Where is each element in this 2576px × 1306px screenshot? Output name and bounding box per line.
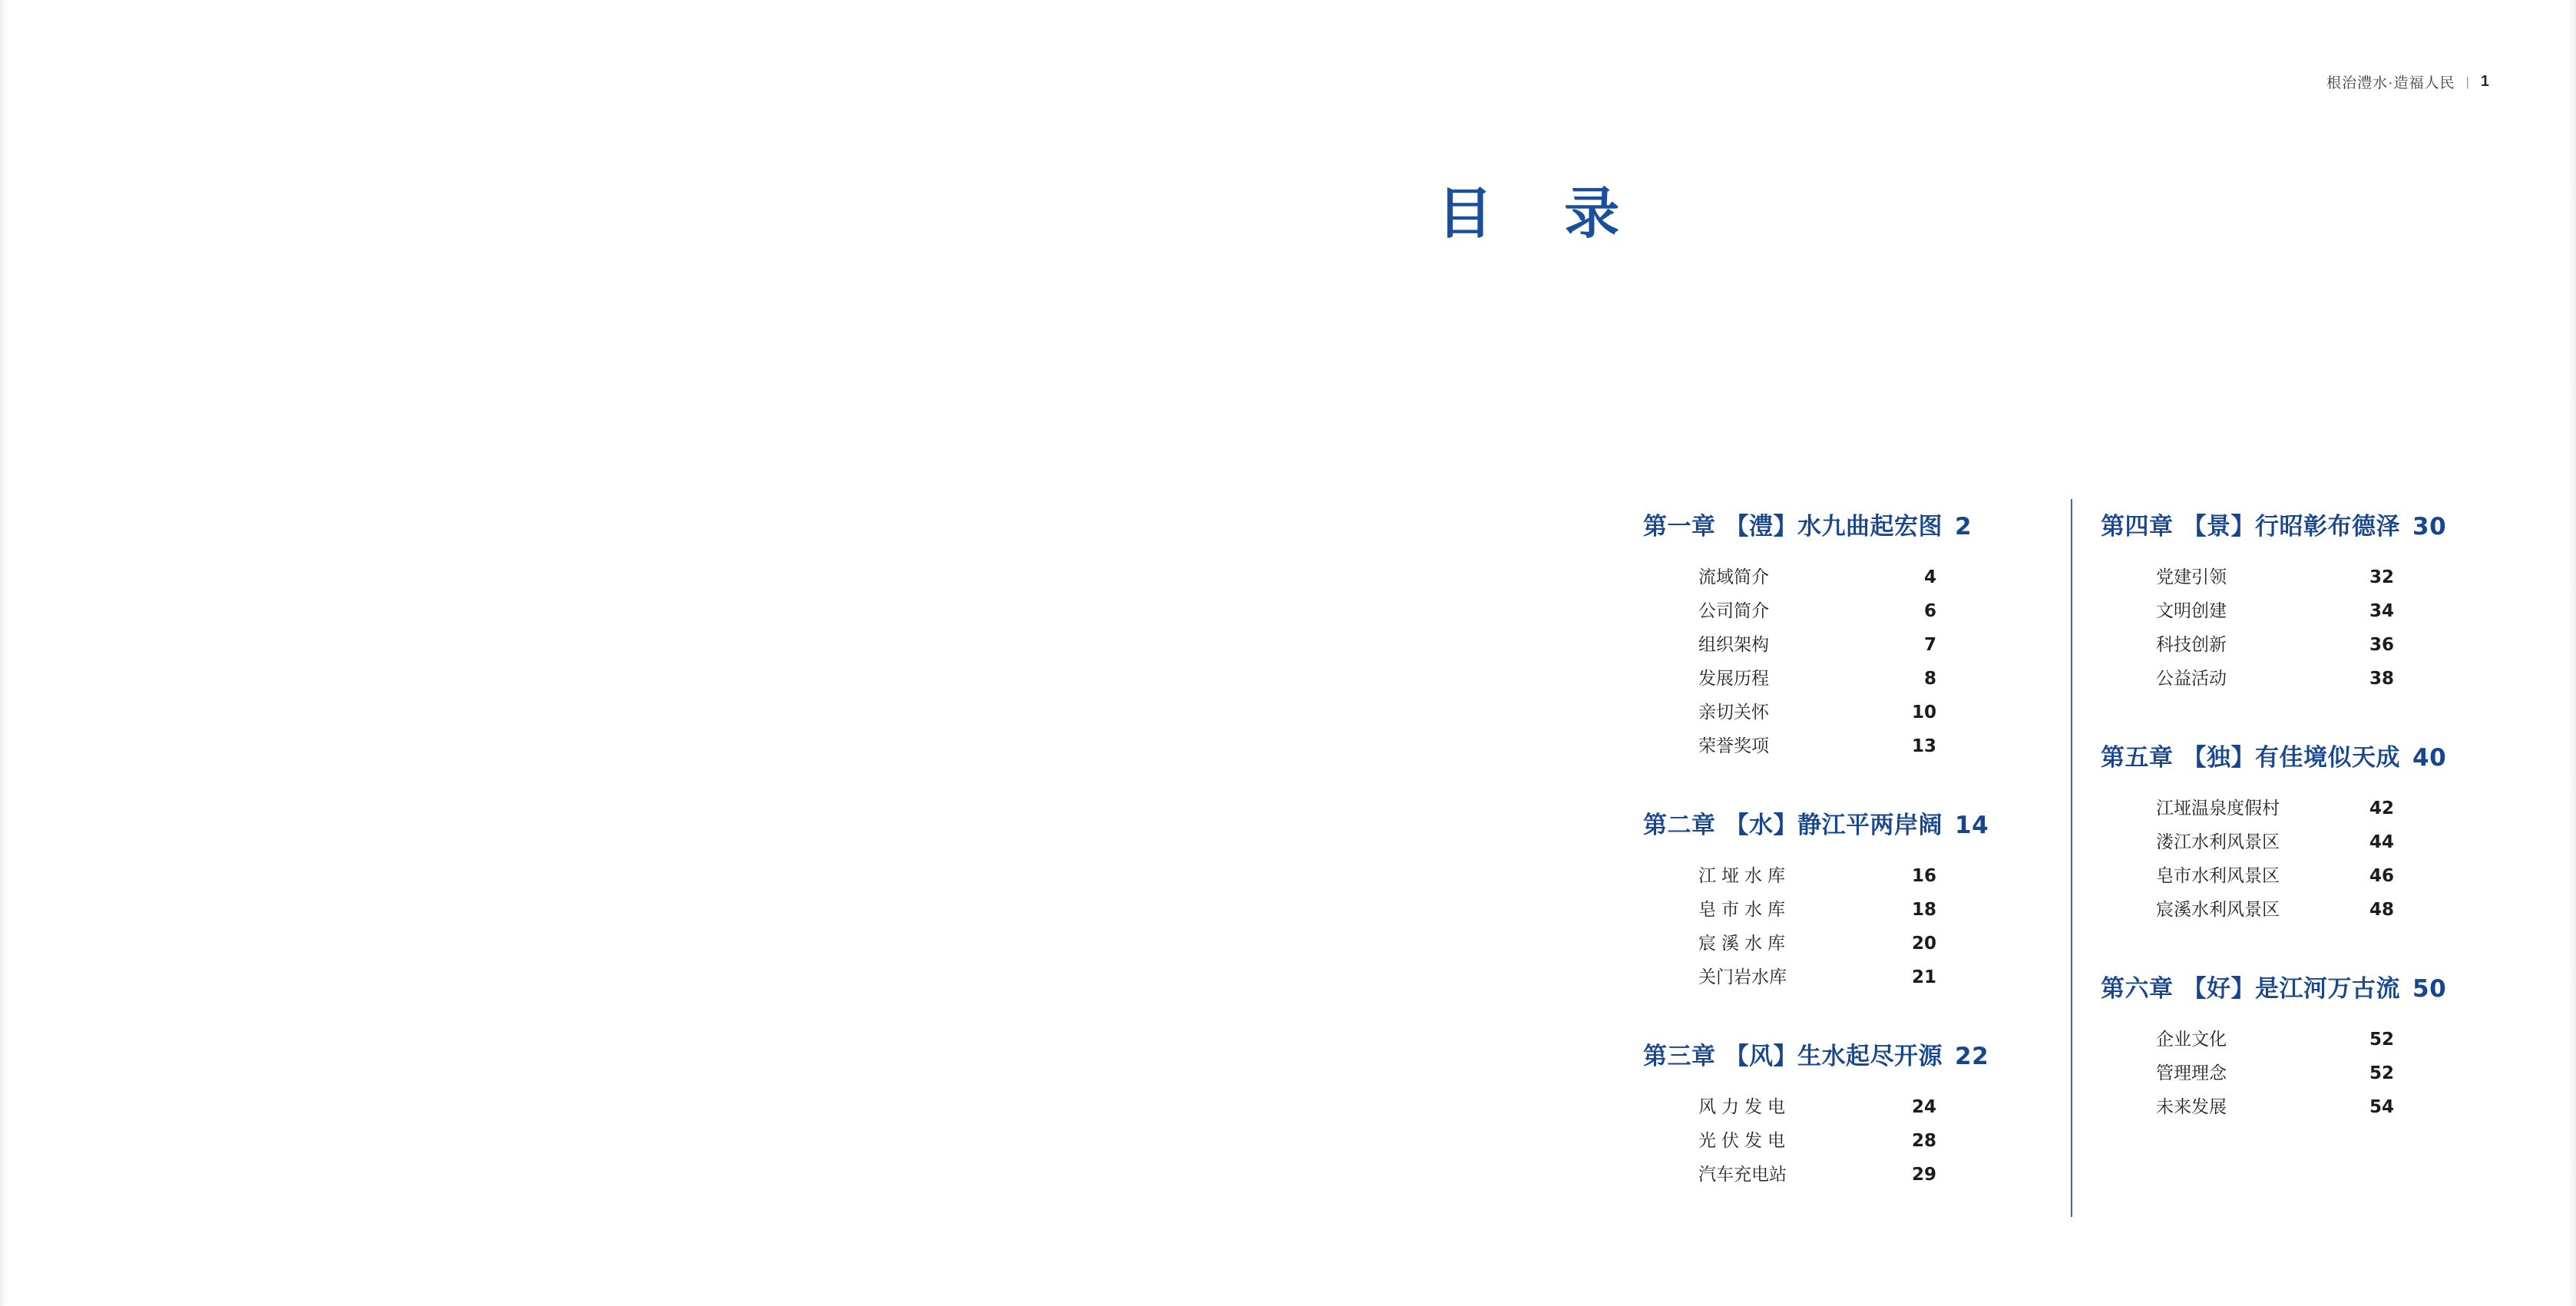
toc-columns — [1643, 507, 2503, 1194]
entry-title: 管理理念 — [2156, 1063, 2227, 1083]
chapter-label: 第六章 — [2101, 975, 2174, 1003]
entry-page: 36 — [2369, 635, 2394, 655]
chapter-page: 14 — [1955, 812, 1989, 839]
chapter-title: 【景】行昭彰布德泽 — [2182, 513, 2400, 541]
entry-title: 党建引领 — [2156, 567, 2227, 587]
entry-page: 29 — [1911, 1165, 1936, 1185]
entry-title: 未来发展 — [2156, 1097, 2227, 1117]
toc-entry[interactable] — [2156, 895, 2469, 929]
chapter-label: 第五章 — [2101, 744, 2174, 772]
chapter-label: 第一章 — [1643, 513, 1716, 541]
chapter-heading[interactable] — [1643, 507, 2012, 541]
chapter-page: 50 — [2412, 975, 2447, 1003]
chapter-heading[interactable] — [2101, 969, 2469, 1003]
entry-title: 宸溪水利风景区 — [2156, 900, 2280, 920]
entry-page: 24 — [1911, 1097, 1936, 1117]
entry-page: 6 — [1923, 601, 1936, 621]
entry-title: 文明创建 — [2156, 601, 2227, 621]
toc-entry[interactable] — [2156, 563, 2469, 597]
toc-entry[interactable] — [1698, 1093, 2012, 1126]
chapter-block — [2101, 507, 2469, 698]
entry-title: 公司简介 — [1698, 601, 1769, 621]
page-edge-left-shadow — [0, 0, 8, 1306]
toc-column-right — [2012, 507, 2469, 1194]
toc-entry[interactable] — [2156, 1059, 2469, 1093]
entry-page: 8 — [1923, 669, 1936, 689]
entry-page: 10 — [1911, 703, 1936, 722]
toc-entry[interactable] — [1698, 929, 2012, 963]
entry-page: 28 — [1911, 1131, 1936, 1151]
toc-entry[interactable] — [2156, 597, 2469, 630]
toc-entry[interactable] — [1698, 1126, 2012, 1160]
entry-page: 21 — [1911, 967, 1936, 987]
entry-title: 发展历程 — [1698, 669, 1769, 689]
toc-entry[interactable] — [2156, 1025, 2469, 1059]
page-title: 目 录 — [1437, 181, 1646, 246]
chapter-page: 40 — [2412, 744, 2447, 772]
entry-page: 42 — [2369, 798, 2394, 818]
entry-list — [2101, 1025, 2469, 1126]
toc-entry[interactable] — [2156, 664, 2469, 698]
chapter-label: 第三章 — [1643, 1043, 1716, 1070]
chapter-page: 2 — [1955, 513, 1973, 541]
chapter-heading[interactable] — [1643, 805, 2012, 840]
chapter-title: 【水】静江平两岸阔 — [1724, 812, 1943, 839]
toc-entry[interactable] — [1698, 563, 2012, 597]
entry-title: 组织架构 — [1698, 635, 1769, 655]
entry-page: 46 — [2369, 866, 2394, 886]
toc-entry[interactable] — [1698, 963, 2012, 997]
entry-title: 皂市水利风景区 — [2156, 866, 2280, 886]
toc-entry[interactable] — [1698, 895, 2012, 929]
toc-entry[interactable] — [2156, 861, 2469, 895]
chapter-title: 【澧】水九曲起宏图 — [1724, 513, 1943, 541]
chapter-block — [1643, 805, 2012, 997]
entry-title: 风力发电 — [1698, 1097, 1791, 1117]
chapter-block — [2101, 969, 2469, 1126]
chapter-label: 第四章 — [2101, 513, 2174, 541]
entry-list — [1643, 1093, 2012, 1194]
running-header-separator: | — [2465, 74, 2470, 89]
chapter-title: 【独】有佳境似天成 — [2182, 744, 2400, 772]
entry-page: 52 — [2369, 1063, 2394, 1083]
entry-title: 关门岩水库 — [1698, 967, 1787, 987]
entry-page: 48 — [2369, 900, 2394, 920]
toc-entry[interactable] — [2156, 1093, 2469, 1126]
entry-page: 38 — [2369, 669, 2394, 689]
entry-page: 16 — [1911, 866, 1936, 886]
entry-title: 流域简介 — [1698, 567, 1769, 587]
entry-list — [1643, 563, 2012, 765]
toc-entry[interactable] — [2156, 630, 2469, 664]
toc-entry[interactable] — [1698, 630, 2012, 664]
chapter-block — [2101, 738, 2469, 929]
entry-title: 江垭温泉度假村 — [2156, 798, 2280, 818]
chapter-heading[interactable] — [1643, 1037, 2012, 1071]
entry-list — [2101, 794, 2469, 929]
toc-entry[interactable] — [1698, 664, 2012, 698]
entry-list — [1643, 861, 2012, 997]
chapter-heading[interactable] — [2101, 738, 2469, 772]
entry-title: 光伏发电 — [1698, 1131, 1791, 1151]
entry-list — [2101, 563, 2469, 698]
chapter-block — [1643, 1037, 2012, 1194]
entry-page: 20 — [1911, 934, 1936, 954]
entry-title: 溇江水利风景区 — [2156, 832, 2280, 852]
entry-title: 宸溪水库 — [1698, 934, 1791, 954]
entry-page: 34 — [2369, 601, 2394, 621]
entry-page: 4 — [1923, 567, 1936, 587]
entry-page: 32 — [2369, 567, 2394, 587]
entry-title: 江垭水库 — [1698, 866, 1791, 886]
chapter-page: 22 — [1955, 1043, 1989, 1070]
toc-entry[interactable] — [1698, 698, 2012, 732]
page-number: 1 — [2480, 73, 2490, 90]
entry-page: 18 — [1911, 900, 1936, 920]
toc-entry[interactable] — [1698, 861, 2012, 895]
chapter-title: 【好】是江河万古流 — [2182, 975, 2400, 1003]
toc-entry[interactable] — [1698, 1160, 2012, 1194]
running-header-text: 根治澧水·造福人民 — [2326, 75, 2455, 91]
toc-entry[interactable] — [1698, 732, 2012, 765]
entry-title: 亲切关怀 — [1698, 703, 1769, 722]
entry-page: 13 — [1911, 736, 1936, 756]
toc-entry[interactable] — [2156, 794, 2469, 828]
entry-title: 科技创新 — [2156, 635, 2227, 655]
toc-entry[interactable] — [1698, 597, 2012, 630]
entry-title: 汽车充电站 — [1698, 1165, 1787, 1185]
page-edge-right-shadow — [2568, 0, 2576, 1306]
running-header — [2326, 71, 2490, 92]
chapter-page: 30 — [2412, 513, 2447, 541]
entry-page: 44 — [2369, 832, 2394, 852]
chapter-heading[interactable] — [2101, 507, 2469, 541]
entry-title: 荣誉奖项 — [1698, 736, 1769, 756]
toc-entry[interactable] — [2156, 828, 2469, 861]
entry-title: 公益活动 — [2156, 669, 2227, 689]
chapter-title: 【风】生水起尽开源 — [1724, 1043, 1943, 1070]
toc-column-left — [1643, 507, 2012, 1194]
entry-title: 皂市水库 — [1698, 900, 1791, 920]
chapter-label: 第二章 — [1643, 812, 1716, 839]
entry-page: 52 — [2369, 1030, 2394, 1050]
entry-title: 企业文化 — [2156, 1030, 2227, 1050]
entry-page: 54 — [2369, 1097, 2394, 1117]
chapter-block — [1643, 507, 2012, 765]
entry-page: 7 — [1923, 635, 1936, 655]
